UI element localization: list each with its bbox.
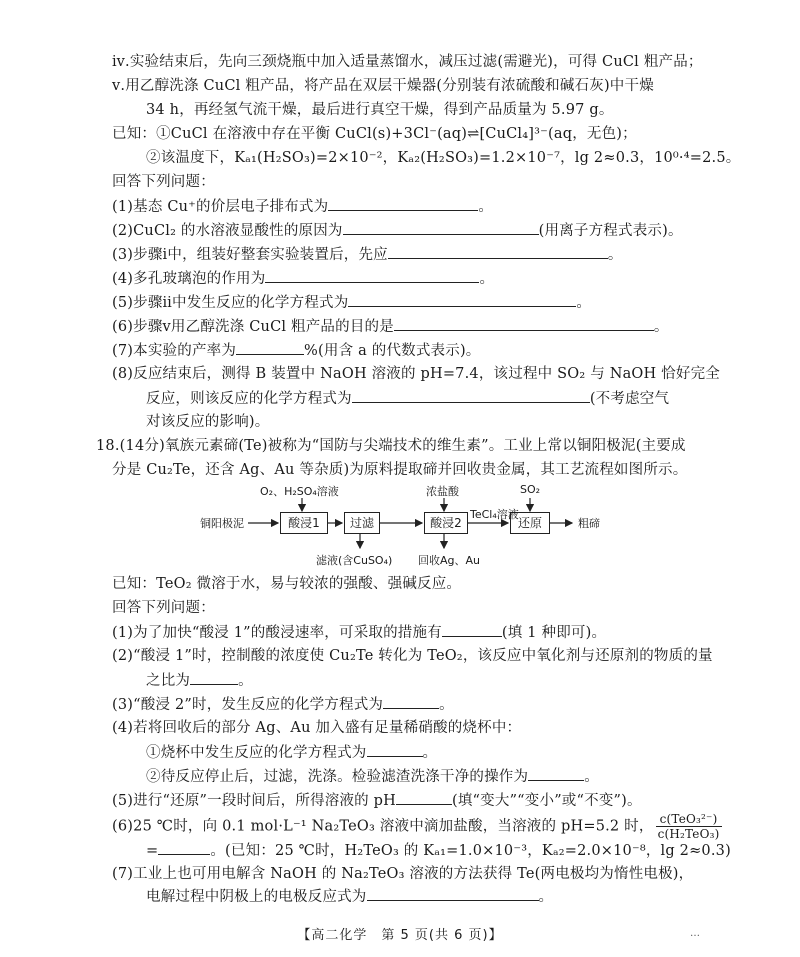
q17-4-end: 。 <box>479 271 495 287</box>
q17-5-text: (5)步骤ⅱ中发生反应的化学方程式为 <box>112 295 349 311</box>
q17-6 <box>112 316 669 337</box>
flow-end-label: 粗碲 <box>578 517 600 530</box>
answer-blank[interactable] <box>343 220 539 235</box>
q17-1 <box>112 196 493 217</box>
q18-3 <box>112 694 454 715</box>
q17-3-text: (3)步骤ⅰ中，组装好整套实验装置后，先应 <box>112 247 388 263</box>
process-flow-diagram <box>200 483 620 568</box>
flow-start-label: 铜阳极泥 <box>200 517 244 530</box>
q17-8-cont2: 对该反应的影响)。 <box>146 414 270 430</box>
q18-7-text: 电解过程中阴极上的电极反应式为 <box>146 889 367 905</box>
concentration-ratio <box>656 812 722 841</box>
answer-blank[interactable] <box>352 388 590 403</box>
answer-blank[interactable] <box>236 340 304 355</box>
q18-4-1 <box>146 742 437 763</box>
q18-4-2-end: 。 <box>584 769 599 785</box>
step-4-text: ⅳ.实验结束后，先向三颈烧瓶中加入适量蒸馏水，减压过滤(需避光)，可得 CuCl 粗产品； <box>112 54 703 70</box>
q17-2-text: (2)CuCl₂ 的水溶液显酸性的原因为 <box>112 223 343 239</box>
flow-output-filtrate: 滤液(含CuSO₄) <box>316 554 393 567</box>
q17-1-end: 。 <box>478 199 494 215</box>
q17-5 <box>112 292 591 313</box>
answer-blank[interactable] <box>388 244 608 259</box>
q17-7-text: (7)本实验的产率为 <box>112 343 237 359</box>
q18-2-end: 。 <box>238 673 253 689</box>
flow-box-acid-leach-2: 酸浸2 <box>424 512 468 534</box>
page-footer: 【高二化学 第 5 页(共 6 页)】 <box>297 928 503 943</box>
q17-1-text: (1)基态 Cu⁺的价层电子排布式为 <box>112 199 329 215</box>
q18-3-text: (3)“酸浸 2”时，发生反应的化学方程式为 <box>112 697 384 713</box>
question-18-intro: 18.(14分)氧族元素碲(Te)被称为“国防与尖端技术的维生素”。工业上常以铜阳极泥(主要成 <box>96 438 686 454</box>
q18-5 <box>112 790 642 811</box>
q17-2-end: (用离子方程式表示)。 <box>538 223 683 239</box>
answer-blank[interactable] <box>328 196 478 211</box>
flow-box-reduce: 还原 <box>510 512 550 534</box>
q17-6-text: (6)步骤ⅴ用乙醇洗涤 CuCl 粗产品的目的是 <box>112 319 394 335</box>
q18-1 <box>112 622 606 643</box>
flow-input-1: O₂、H₂SO₄溶液 <box>260 485 339 498</box>
corner-mark: … <box>690 928 700 939</box>
answer-blank[interactable] <box>528 766 584 781</box>
answer-blank[interactable] <box>265 268 479 283</box>
q17-8-end: (不考虑空气 <box>589 391 670 407</box>
q18-2-text: 之比为 <box>146 673 191 689</box>
q17-8-text: 反应，则该反应的化学方程式为 <box>146 391 352 407</box>
flow-mid-label: TeCl₄溶液 <box>470 508 519 521</box>
q18-2: (2)“酸浸 1”时，控制酸的浓度使 Cu₂Te 转化为 TeO₂，该反应中氧化剂与还原剂的物质的量 <box>112 648 713 664</box>
answer-blank[interactable] <box>190 670 238 685</box>
q18-1-end: (填 1 种即可)。 <box>501 625 607 641</box>
q17-3 <box>112 244 623 265</box>
answer-blank[interactable] <box>367 886 539 901</box>
q18-4-2 <box>146 766 599 787</box>
flow-box-filter: 过滤 <box>344 512 380 534</box>
q18-4-1-end: 。 <box>422 745 438 761</box>
answer-blank[interactable] <box>383 694 439 709</box>
known-2: ②该温度下，Kₐ₁(H₂SO₃)=2×10⁻²，Kₐ₂(H₂SO₃)=1.2×10⁻⁷，lg 2≈0.3，10⁰·⁴=2.5。 <box>146 150 741 166</box>
q18-5-end: (填“变大”“变小”或“不变”)。 <box>452 793 642 809</box>
flow-box-acid-leach-1: 酸浸1 <box>280 512 328 534</box>
q18-4-1-text: ①烧杯中发生反应的化学方程式为 <box>146 745 367 761</box>
flow-output-recover: 回收Ag、Au <box>418 554 481 567</box>
q17-5-end: 。 <box>576 295 592 311</box>
q17-6-end: 。 <box>653 319 669 335</box>
q18-3-end: 。 <box>439 697 454 713</box>
q17-2 <box>112 220 683 241</box>
q17-3-end: 。 <box>607 247 623 263</box>
q18-6-known: 。(已知：25 ℃时，H₂TeO₃ 的 Kₐ₁=1.0×10⁻³，Kₐ₂=2.0×10⁻⁸，lg 2≈0.3) <box>210 843 731 859</box>
q18-4-2-text: ②待反应停止后，过滤，洗涤。检验滤渣洗涤干净的操作为 <box>146 769 529 785</box>
q18-6-cont <box>146 840 731 861</box>
q17-4 <box>112 268 494 289</box>
answer-blank[interactable] <box>396 790 452 805</box>
answer-prompt: 回答下列问题： <box>112 174 215 190</box>
answer-blank[interactable] <box>367 742 423 757</box>
ratio-numerator: c(TeO₃²⁻) <box>656 812 722 827</box>
ratio-denominator: c(H₂TeO₃) <box>657 827 720 841</box>
answer-blank[interactable] <box>348 292 576 307</box>
flow-input-3: 浓盐酸 <box>426 485 459 498</box>
q18-2-cont <box>146 670 253 691</box>
q18-1-text: (1)为了加快“酸浸 1”的酸浸速率，可采取的措施有 <box>112 625 442 641</box>
step-5-text-cont: 34 h，再经氢气流干燥，最后进行真空干燥，得到产品质量为 5.97 g。 <box>146 102 614 118</box>
q17-4-text: (4)多孔玻璃泡的作用为 <box>112 271 266 287</box>
q18-7-cont <box>146 886 553 907</box>
q17-7 <box>112 340 481 361</box>
flow-input-4: SO₂ <box>520 483 541 496</box>
known-1: 已知：①CuCl 在溶液中存在平衡 CuCl(s)+3Cl⁻(aq)⇌[CuCl₄]³⁻(aq，无色)； <box>112 126 637 142</box>
q17-8-cont <box>146 388 669 409</box>
known-teo2: 已知：TeO₂ 微溶于水，易与较浓的强酸、强碱反应。 <box>112 576 462 592</box>
step-5-text: ⅴ.用乙醇洗涤 CuCl 粗产品，将产品在双层干燥器(分别装有浓硫酸和碱石灰)中干燥 <box>112 78 654 94</box>
answer-blank[interactable] <box>158 840 210 855</box>
q18-7-end: 。 <box>538 889 554 905</box>
q18-7: (7)工业上也可用电解含 NaOH 的 Na₂TeO₃ 溶液的方法获得 Te(两电极均为惰性电极)， <box>112 866 694 882</box>
q18-6-eq: = <box>146 843 159 859</box>
answer-blank[interactable] <box>394 316 654 331</box>
q18-6-text: (6)25 ℃时，向 0.1 mol·L⁻¹ Na₂TeO₃ 溶液中滴加盐酸，当溶液的 pH=5.2 时， <box>112 818 654 835</box>
q18-6 <box>112 812 724 841</box>
q18-4: (4)若将回收后的部分 Ag、Au 加入盛有足量稀硝酸的烧杯中： <box>112 720 522 736</box>
q18-5-text: (5)进行“还原”一段时间后，所得溶液的 pH <box>112 793 396 809</box>
q17-7-end: %(用含 a 的代数式表示)。 <box>304 343 481 359</box>
answer-blank[interactable] <box>442 622 502 637</box>
answer-prompt-18: 回答下列问题： <box>112 600 215 616</box>
question-18-intro-cont: 分是 Cu₂Te，还含 Ag、Au 等杂质)为原料提取碲并回收贵金属，其工艺流程如图所示。 <box>112 462 688 478</box>
q17-8: (8)反应结束后，测得 B 装置中 NaOH 溶液的 pH=7.4，该过程中 SO₂ 与 NaOH 恰好完全 <box>112 366 720 382</box>
